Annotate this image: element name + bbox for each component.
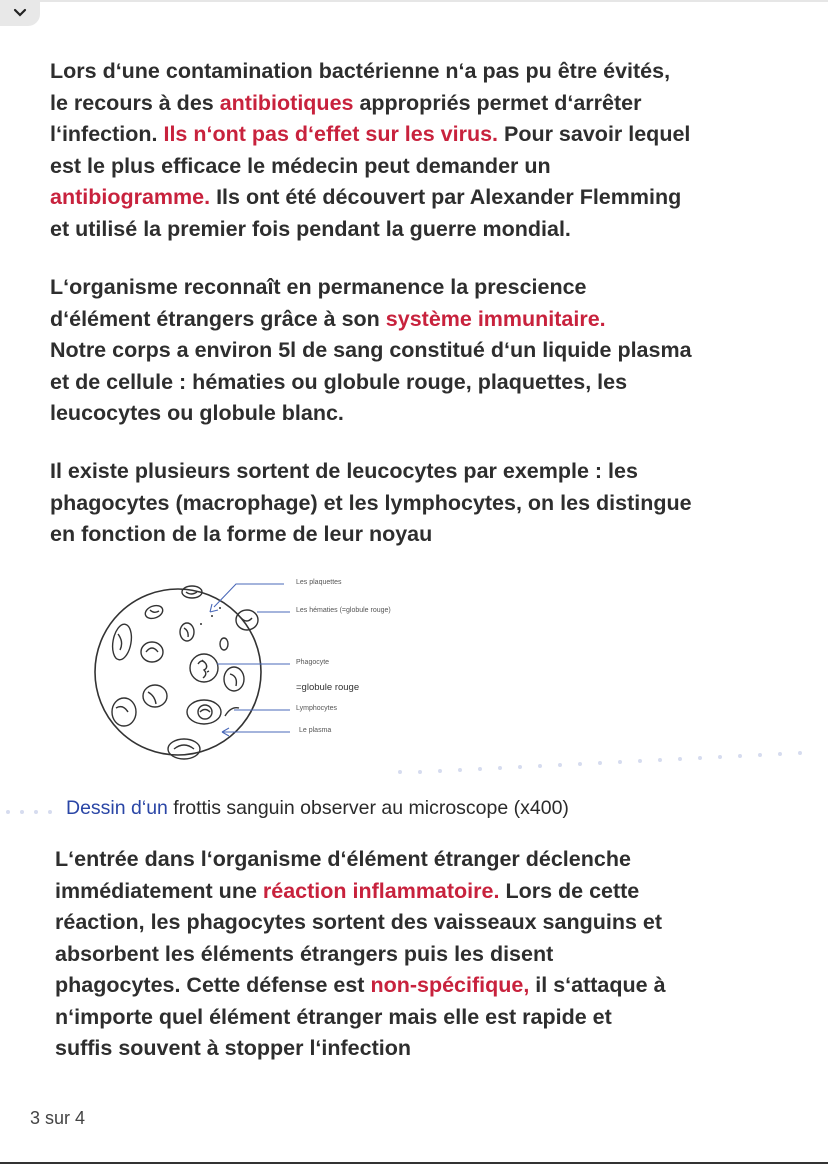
body-text: Notre corps a environ 5l de sang constitué d‘un liquide plasma — [50, 338, 692, 362]
label-plasma: Le plasma — [299, 727, 332, 734]
body-text: phagocytes. Cette défense est — [55, 973, 371, 997]
page-number: 3 sur 4 — [30, 1108, 86, 1128]
text-line — [55, 939, 666, 971]
body-text: appropriés permet d‘arrêter — [353, 90, 642, 115]
text-line — [55, 1002, 666, 1034]
scan-artifact-dots — [380, 746, 820, 776]
body-text: Il existe plusieurs sortent de leucocytes par exemple : les — [50, 459, 638, 483]
paragraph-systeme-immunitaire — [50, 272, 692, 430]
body-text: L‘organisme reconnaît en permanence la prescience — [50, 275, 587, 299]
label-globule-rouge: =globule rouge — [296, 682, 360, 693]
text-line — [55, 876, 666, 908]
text-line — [50, 214, 690, 246]
body-text: et utilisé la premier fois pendant la guerre mondial. — [50, 216, 571, 241]
body-text: réaction, les phagocytes sortent des vaisseaux sanguins et — [55, 910, 663, 934]
paragraph-antibiotiques — [50, 56, 690, 245]
text-line — [50, 272, 692, 304]
body-text: suffis souvent à stopper l‘infection — [55, 1036, 411, 1060]
blood-smear-diagram — [94, 572, 424, 767]
highlight-text: système immunitaire. — [385, 306, 606, 331]
body-text: il s‘attaque à — [529, 973, 666, 997]
body-text: L‘entrée dans l‘organisme d‘élément étranger déclenche — [55, 847, 631, 871]
text-line — [50, 119, 690, 151]
highlight-text: antibiogramme. — [50, 185, 211, 209]
text-line — [50, 335, 692, 367]
text-line — [55, 970, 666, 1002]
scan-artifact-dots-left — [0, 800, 60, 820]
body-text: n‘importe quel élément étranger mais elle est rapide et — [55, 1004, 612, 1029]
body-text: d‘élément étrangers grâce à son — [50, 306, 386, 331]
body-text: et de cellule : hématies ou globule rouge, plaquettes, les — [50, 369, 628, 394]
text-line — [50, 88, 690, 120]
text-line — [50, 151, 690, 183]
body-text: absorbent les éléments étrangers puis les disent — [55, 941, 554, 966]
text-line — [50, 519, 692, 551]
text-line — [50, 488, 692, 520]
body-text: Ils ont été découvert par Alexander Flemming — [210, 185, 682, 209]
body-text: immédiatement une — [55, 878, 263, 903]
highlight-text: non-spécifique, — [370, 973, 530, 997]
text-line — [50, 367, 692, 399]
highlight-text: Ils n‘ont pas d‘effet sur les virus. — [163, 122, 499, 146]
body-text: est le plus efficace le médecin peut demander un — [50, 153, 551, 178]
body-text: leucocytes ou globule blanc. — [50, 401, 344, 425]
label-phagocyte: Phagocyte — [296, 659, 330, 666]
highlight-text: réaction inflammatoire. — [262, 878, 500, 903]
text-line — [55, 1033, 666, 1065]
figure-caption — [66, 797, 569, 820]
text-line — [50, 182, 690, 214]
chevron-down-icon — [13, 8, 27, 18]
text-line — [55, 907, 666, 939]
caption-blue-part: Dessin d‘un — [66, 797, 168, 819]
text-line — [50, 456, 692, 488]
blood-smear-drawing — [94, 572, 424, 767]
back-button[interactable] — [0, 0, 40, 26]
paragraph-reaction-inflammatoire — [55, 844, 666, 1065]
paragraph-leucocytes — [50, 456, 692, 551]
label-plaquettes: Les plaquettes — [296, 579, 342, 586]
text-line — [50, 56, 690, 88]
body-text: phagocytes (macrophage) et les lymphocytes, on les distingue — [50, 490, 692, 515]
label-hematies: Les hématies (=globule rouge) — [296, 607, 391, 614]
text-line — [50, 304, 692, 336]
body-text: l‘infection. — [50, 122, 164, 146]
caption-rest: frottis sanguin observer au microscope (x400) — [167, 797, 569, 819]
body-text: Lors de cette — [499, 878, 640, 903]
label-lymphocytes: Lymphocytes — [296, 705, 337, 712]
page-bottom-rule — [0, 1162, 828, 1164]
body-text: Lors d‘une contamination bactérienne n‘a pas pu être évités, — [50, 59, 671, 83]
body-text: en fonction de la forme de leur noyau — [50, 522, 433, 546]
text-line — [55, 844, 666, 876]
body-text: Pour savoir lequel — [498, 122, 691, 146]
text-line — [50, 398, 692, 430]
highlight-text: antibiotiques — [219, 90, 354, 115]
body-text: le recours à des — [50, 90, 220, 115]
